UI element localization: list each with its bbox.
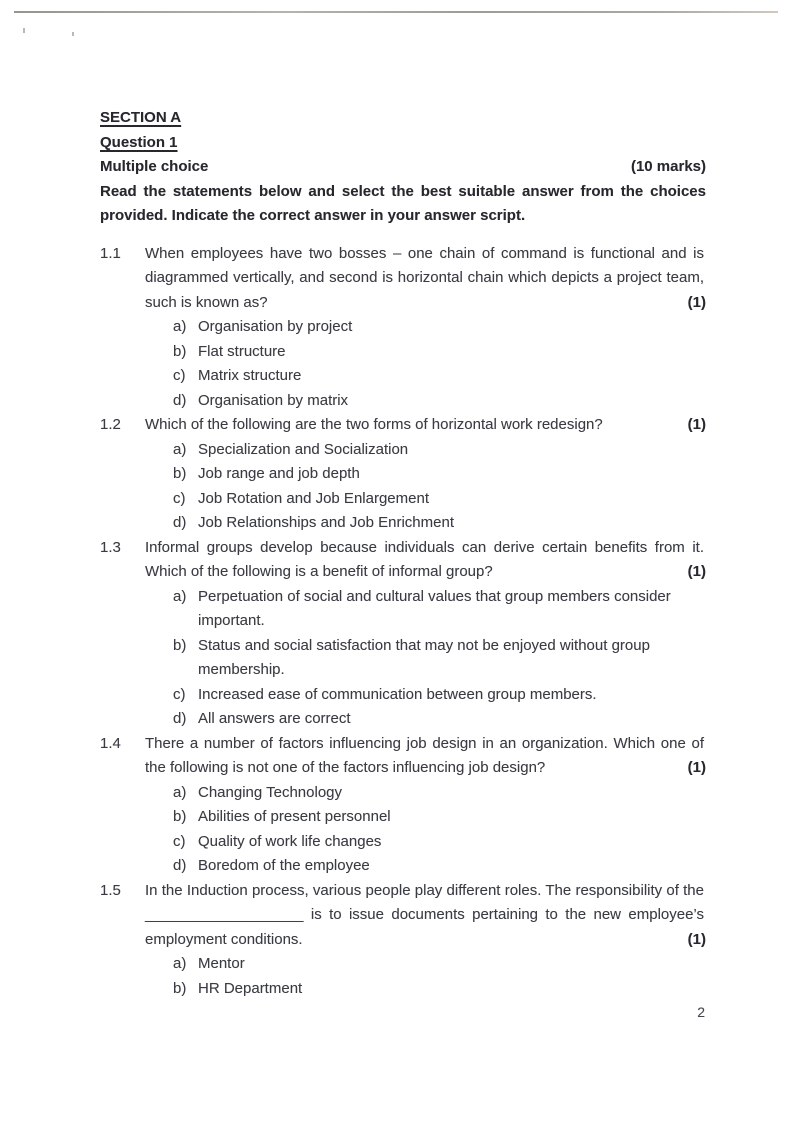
- options-list: [145, 781, 706, 879]
- option-text: Boredom of the employee: [198, 857, 370, 874]
- scan-artifact: [72, 32, 74, 36]
- option-letter: c): [173, 489, 186, 507]
- option-text: Mentor: [198, 955, 245, 972]
- question-body: [145, 879, 706, 1002]
- option-letter: a): [173, 440, 187, 458]
- question-1-2: [100, 413, 706, 536]
- option-b: [145, 340, 706, 365]
- option-text: Perpetuation of social and cultural values that group members consider important.: [198, 587, 671, 629]
- option-letter: d): [173, 710, 187, 727]
- total-marks-label: (10 marks): [630, 158, 706, 175]
- option-letter: a): [173, 783, 187, 801]
- question-text: [145, 242, 706, 316]
- option-a: [145, 952, 706, 977]
- option-text: Flat structure: [198, 342, 286, 360]
- question-body: [145, 536, 706, 732]
- scan-artifact: [23, 28, 25, 33]
- question-text-content: When employees have two bosses – one chain of command is functional and is diagrammed vertically, and second is horizontal chain which depicts a project team, such is known as?: [145, 244, 704, 311]
- option-text: Increased ease of communication between group members.: [198, 685, 597, 703]
- option-letter: a): [173, 318, 187, 335]
- question-text: [145, 413, 706, 438]
- option-d: [145, 511, 706, 536]
- option-text: Job range and job depth: [198, 465, 360, 482]
- question-number: 1.2: [100, 416, 121, 433]
- question-body: [145, 413, 706, 536]
- option-text: HR Department: [198, 979, 303, 997]
- option-letter: b): [173, 342, 187, 360]
- option-d: [145, 707, 706, 732]
- option-text: Job Relationships and Job Enrichment: [198, 514, 454, 531]
- option-letter: b): [173, 808, 187, 825]
- option-c: [145, 683, 706, 708]
- option-b: [145, 805, 706, 830]
- options-list: [145, 585, 706, 732]
- question-marks: (1): [682, 291, 706, 316]
- options-list: [145, 315, 706, 413]
- option-text: Organisation by project: [198, 318, 353, 335]
- question-text-content: In the Induction process, various people play different roles. The responsibility of the ___________________ is to issue documents pertaining to the new employee’s employment conditions.: [145, 881, 704, 948]
- option-c: [145, 364, 706, 389]
- instructions-text: Read the statements below and select the best suitable answer from the choices provided. Indicate the correct answer in your answer script.: [100, 182, 706, 224]
- options-list: [145, 952, 706, 1001]
- option-a: [145, 585, 706, 634]
- question-1-4: [100, 732, 706, 879]
- question-text-content: Informal groups develop because individuals can derive certain benefits from it. Which of the following is a benefit of informal group?: [145, 538, 704, 580]
- option-letter: b): [173, 636, 187, 654]
- question-text: [145, 879, 706, 953]
- question-number: 1.1: [100, 244, 121, 262]
- question-1-3: [100, 536, 706, 732]
- options-list: [145, 438, 706, 536]
- option-a: [145, 781, 706, 806]
- option-text: Organisation by matrix: [198, 391, 349, 409]
- option-text: Abilities of present personnel: [198, 808, 391, 825]
- question-marks: (1): [682, 756, 706, 781]
- subtitle-row: [100, 155, 706, 180]
- question-text: [145, 732, 706, 781]
- option-text: Job Rotation and Job Enlargement: [198, 489, 429, 507]
- option-text: Specialization and Socialization: [198, 440, 409, 458]
- option-letter: d): [173, 514, 187, 531]
- question-number: 1.3: [100, 538, 121, 556]
- question-1-1: [100, 242, 706, 414]
- question-number: 1.5: [100, 881, 121, 899]
- option-c: [145, 487, 706, 512]
- option-letter: a): [173, 587, 187, 605]
- question-title: Question 1: [100, 133, 178, 151]
- question-body: [145, 732, 706, 879]
- question-type-label: Multiple choice: [100, 158, 209, 175]
- scan-top-rule: [14, 11, 778, 13]
- option-letter: b): [173, 979, 187, 997]
- option-letter: c): [173, 832, 186, 850]
- question-text-content: Which of the following are the two forms of horizontal work redesign?: [145, 416, 603, 433]
- question-marks: (1): [682, 560, 706, 585]
- option-c: [145, 830, 706, 855]
- option-text: Matrix structure: [198, 367, 302, 384]
- question-number: 1.4: [100, 734, 121, 752]
- option-letter: b): [173, 465, 187, 482]
- page-content: [100, 106, 706, 1001]
- option-text: All answers are correct: [198, 710, 351, 727]
- question-1-5: [100, 879, 706, 1002]
- section-title: SECTION A: [100, 109, 182, 126]
- option-letter: c): [173, 367, 186, 384]
- option-a: [145, 315, 706, 340]
- option-letter: d): [173, 857, 187, 874]
- option-text: Status and social satisfaction that may not be enjoyed without group membership.: [198, 636, 650, 678]
- page-number: 2: [697, 1004, 705, 1020]
- question-marks: (1): [682, 928, 706, 953]
- option-letter: d): [173, 391, 187, 409]
- option-letter: c): [173, 685, 186, 703]
- question-body: [145, 242, 706, 414]
- option-b: [145, 462, 706, 487]
- exam-header: [100, 106, 706, 229]
- question-text: [145, 536, 706, 585]
- option-a: [145, 438, 706, 463]
- option-d: [145, 389, 706, 414]
- option-b: [145, 634, 706, 683]
- option-letter: a): [173, 955, 187, 972]
- option-b: [145, 977, 706, 1002]
- questions-list: [100, 242, 706, 1002]
- option-text: Quality of work life changes: [198, 832, 382, 850]
- question-text-content: There a number of factors influencing job design in an organization. Which one of the following is not one of the factors influencing job design?: [145, 734, 704, 776]
- option-d: [145, 854, 706, 879]
- option-text: Changing Technology: [198, 783, 343, 801]
- question-marks: (1): [682, 413, 706, 438]
